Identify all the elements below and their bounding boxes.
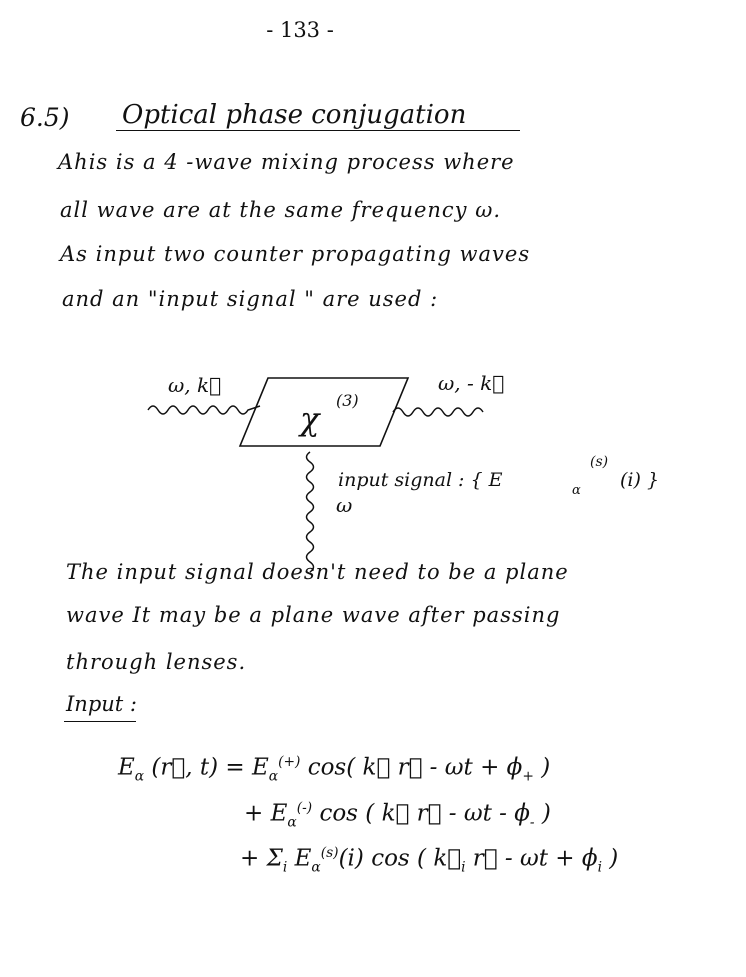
intro-line-4: and an "input signal " are used : <box>62 287 439 311</box>
section-number: 6.5) <box>20 103 70 132</box>
right-wave-label: ω, - k⃗ <box>438 371 505 395</box>
omega-label: ω <box>336 493 353 517</box>
left-wave <box>148 406 260 414</box>
body-line-3: through lenses. <box>66 650 247 674</box>
intro-line-1: Ahis is a 4 -wave mixing process where <box>58 150 515 174</box>
body-line-1: The input signal doesn't need to be a plane <box>66 560 569 584</box>
signal-wave <box>307 452 314 572</box>
input-underline <box>64 721 136 722</box>
left-wave-label: ω, k⃗ <box>168 373 222 397</box>
signal-subscript: α <box>572 483 581 498</box>
intro-line-2: all wave are at the same frequency ω. <box>60 198 502 222</box>
intro-line-3: As input two counter propagating waves <box>60 242 531 266</box>
input-heading: Input : <box>66 692 137 716</box>
equation-line-3: + $\Sigma_i$ $E_\alpha^{(s)}(i)$ cos ( $k⃗_i$ r⃗ - $\omega t + \phi_i$ ) <box>240 845 619 876</box>
chi-label: χ <box>300 400 320 438</box>
signal-superscript: (s) <box>590 454 609 470</box>
signal-tail: (i) } <box>620 469 660 491</box>
signal-label: input signal : { E <box>338 469 503 491</box>
title-underline <box>116 130 520 131</box>
right-wave <box>393 408 483 416</box>
body-line-2: wave It may be a plane wave after passing <box>66 603 561 627</box>
section-title: Optical phase conjugation <box>122 100 467 130</box>
chi-superscript: (3) <box>336 391 359 410</box>
equation-line-1: $E_\alpha$ (r⃗, $t) = E_\alpha^{(+)}$ cos( k⃗ r⃗ - $\omega t + \phi_+$ ) <box>118 754 551 785</box>
nonlinear-medium-box <box>240 378 408 446</box>
equation-line-2: + $E_\alpha^{(-)}$ cos ( k⃗ r⃗ - ωt - $\phi_-$ ) <box>244 800 551 831</box>
page-number: - 133 - <box>266 18 334 42</box>
